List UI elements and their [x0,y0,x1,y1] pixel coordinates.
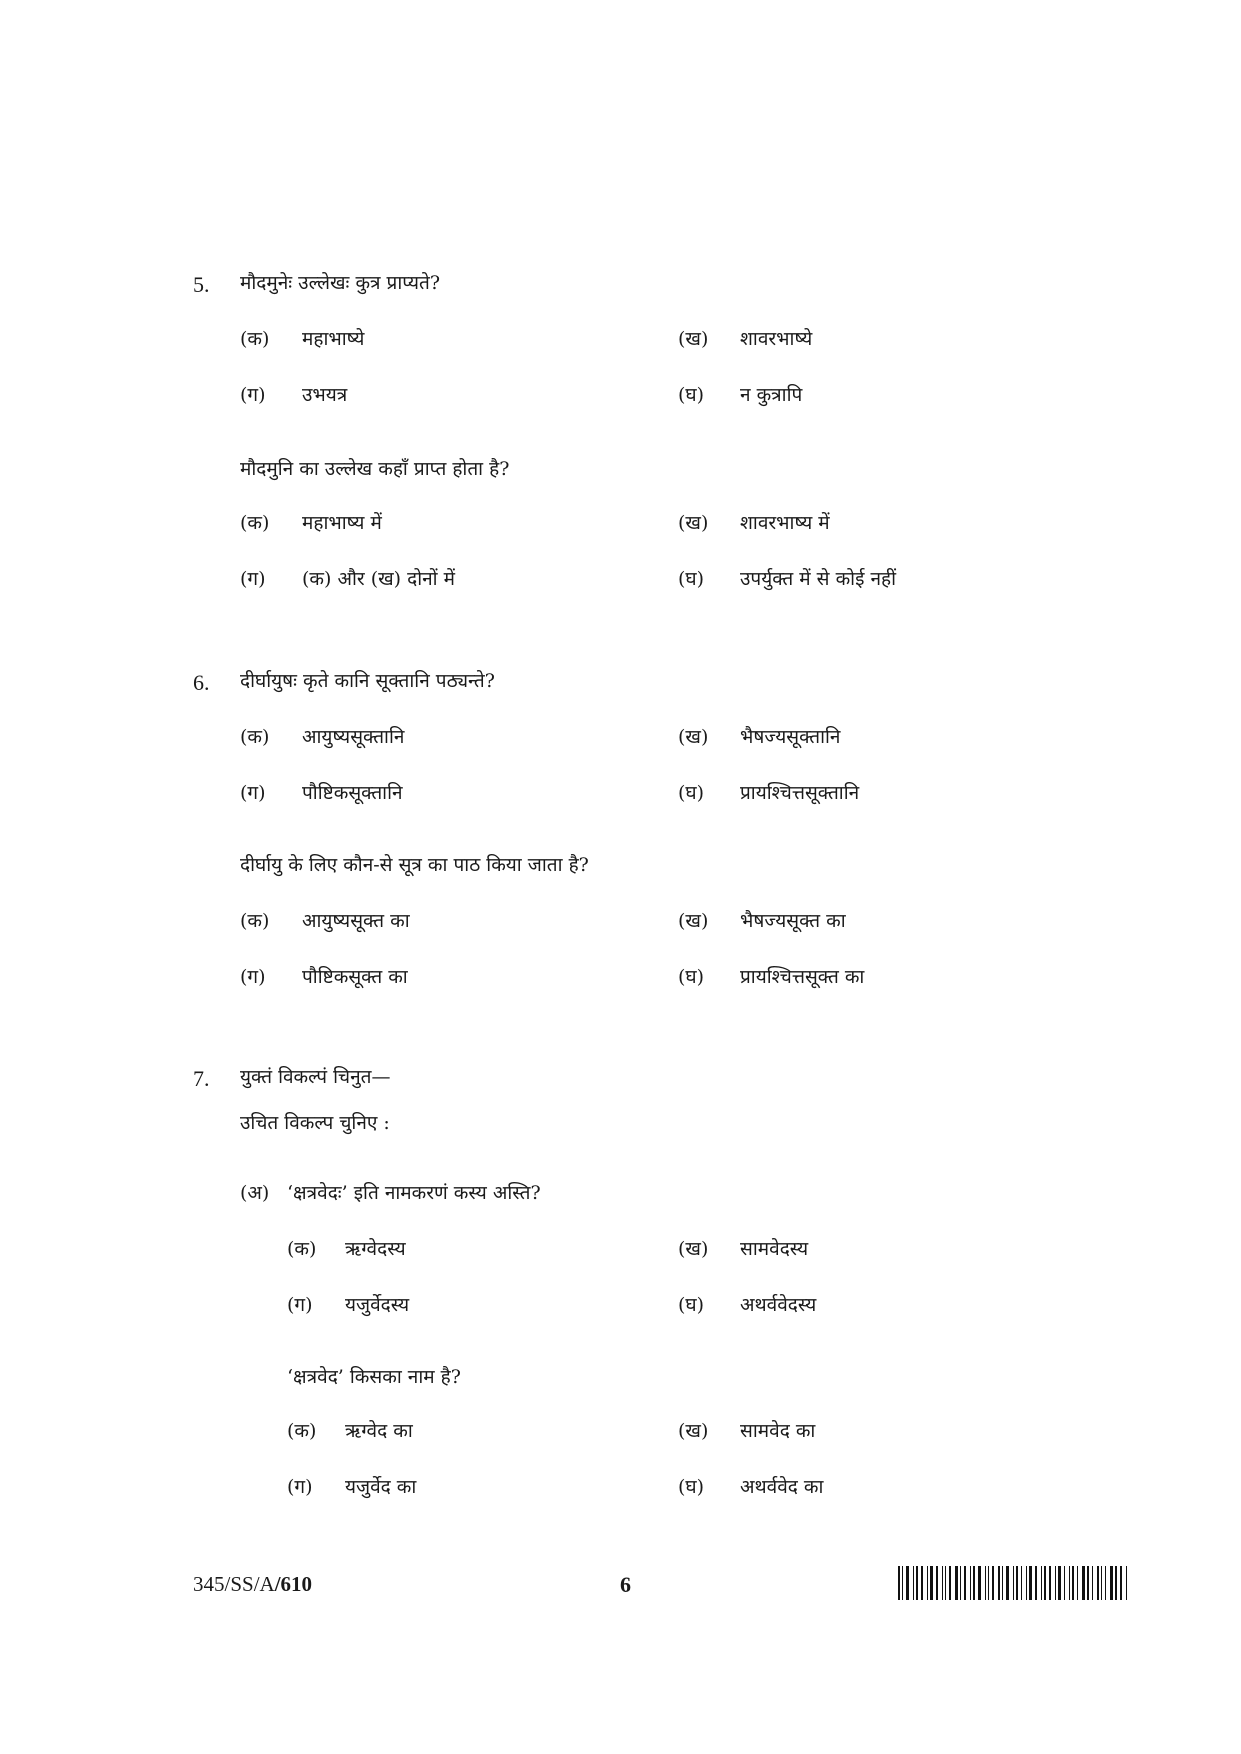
q7a-sanskrit-question: ‘क्षत्रवेदः’ इति नामकरणं कस्य अस्ति? [287,1182,541,1204]
barcode-bar [930,1566,933,1600]
q6-sanskrit-question: दीर्घायुषः कृते कानि सूक्तानि पठ्यन्ते? [240,670,495,692]
barcode-bar [1072,1566,1074,1600]
q6-hi-option-kha[interactable]: (ख) भैषज्यसूक्त का [678,910,846,932]
barcode-bar [1044,1566,1046,1600]
barcode-bar [1105,1566,1106,1600]
barcode-bar [949,1566,951,1600]
barcode-bar [973,1566,975,1600]
q7a-sa-option-kha[interactable]: (ख) सामवेदस्य [678,1238,809,1260]
q7a-hi-option-ga[interactable]: (ग) यजुर्वेद का [287,1476,417,1498]
q7a-hi-option-gha[interactable]: (घ) अथर्ववेद का [678,1476,824,1498]
barcode-bar [1021,1566,1022,1600]
q7a-hi-option-kha[interactable]: (ख) सामवेद का [678,1420,816,1442]
q7a-sa-option-ka[interactable]: (क) ऋग्वेदस्य [287,1238,406,1260]
q5-hi-option-gha[interactable]: (घ) उपर्युक्त में से कोई नहीं [678,568,896,590]
barcode-bar [942,1566,943,1600]
q5-sa-option-ga[interactable]: (ग) उभयत्र [240,384,348,406]
barcode-bar [1035,1566,1037,1600]
q7a-label: (अ) [240,1182,270,1204]
q6-hi-option-gha[interactable]: (घ) प्रायश्चित्तसूक्त का [678,966,865,988]
q5-hi-option-kha[interactable]: (ख) शावरभाष्य में [678,512,830,534]
barcode-bar [1092,1566,1093,1600]
barcode-bar [1041,1566,1042,1600]
barcode-bar [1120,1566,1122,1600]
barcode-bar [1097,1566,1099,1600]
barcode-bar [1002,1566,1003,1600]
barcode-bar [921,1566,923,1600]
q5-hi-option-ka[interactable]: (क) महाभाष्य में [240,512,382,534]
barcode-bar [988,1566,989,1600]
paper-code: 345/SS/A/610 [193,1572,313,1596]
barcode-bar [1055,1566,1056,1600]
q7a-hi-option-ka[interactable]: (क) ऋग्वेद का [287,1420,413,1442]
q5-hi-option-ga[interactable]: (ग) (क) और (ख) दोनों में [240,568,455,590]
barcode-bar [960,1566,961,1600]
barcode-bar [985,1566,986,1600]
q5-number: 5. [193,272,210,297]
barcode-bar [1115,1566,1117,1600]
barcode-bar [936,1566,938,1600]
q7-hindi-instruction: उचित विकल्प चुनिए : [240,1112,390,1134]
barcode-bar [902,1566,903,1600]
q6-hi-option-ga[interactable]: (ग) पौष्टिकसूक्त का [240,966,408,988]
barcode-bar [1006,1566,1009,1600]
q7a-hindi-question: ‘क्षत्रवेद’ किसका नाम है? [287,1366,461,1388]
barcode-bar [906,1566,909,1600]
barcode-bar [1058,1566,1061,1600]
page-number: 6 [620,1572,631,1597]
barcode-bar [1026,1566,1027,1600]
barcode-bar [1110,1566,1113,1600]
barcode-bar [913,1566,914,1600]
barcode-bar [1013,1566,1014,1600]
barcode-bar [1087,1566,1089,1600]
barcode-bar [992,1566,994,1600]
q6-number: 6. [193,670,210,695]
barcode-bar [970,1566,971,1600]
barcode-bar [898,1566,900,1600]
q7a-sa-option-ga[interactable]: (ग) यजुर्वेदस्य [287,1294,410,1316]
q5-sa-option-kha[interactable]: (ख) शावरभाष्ये [678,328,813,350]
barcode-bar [955,1566,958,1600]
barcode-bar [998,1566,1000,1600]
barcode-bar [1126,1566,1127,1600]
barcode-bar [1069,1566,1070,1600]
barcode-bar [1101,1566,1102,1600]
barcode [898,1566,1130,1600]
barcode-bar [1082,1566,1085,1600]
q5-sa-option-gha[interactable]: (घ) न कुत्रापि [678,384,803,406]
q6-sa-option-ka[interactable]: (क) आयुष्यसूक्तानि [240,726,405,748]
barcode-bar [916,1566,918,1600]
barcode-bar [945,1566,946,1600]
q6-sa-option-kha[interactable]: (ख) भैषज्यसूक्तानि [678,726,841,748]
q5-sa-option-ka[interactable]: (क) महाभाष्ये [240,328,365,350]
barcode-bar [964,1566,966,1600]
q5-hindi-question: मौदमुनि का उल्लेख कहाँ प्राप्त होता है? [240,458,510,480]
q5-sanskrit-question: मौदमुनेः उल्लेखः कुत्र प्राप्यते? [240,272,441,294]
q7a-sa-option-gha[interactable]: (घ) अथर्ववेदस्य [678,1294,817,1316]
q6-hi-option-ka[interactable]: (क) आयुष्यसूक्त का [240,910,410,932]
barcode-bar [1077,1566,1078,1600]
barcode-bar [1016,1566,1018,1600]
q6-sa-option-ga[interactable]: (ग) पौष्टिकसूक्तानि [240,782,403,804]
q6-sa-option-gha[interactable]: (घ) प्रायश्चित्तसूक्तानि [678,782,860,804]
barcode-bar [1029,1566,1032,1600]
q7-sanskrit-instruction: युक्तं विकल्पं चिनुत— [240,1066,391,1088]
barcode-bar [927,1566,928,1600]
barcode-bar [1049,1566,1051,1600]
barcode-bar [1064,1566,1065,1600]
q7-number: 7. [193,1066,210,1091]
q6-hindi-question: दीर्घायु के लिए कौन-से सूत्र का पाठ किया जाता है? [240,854,589,876]
barcode-bar [978,1566,981,1600]
